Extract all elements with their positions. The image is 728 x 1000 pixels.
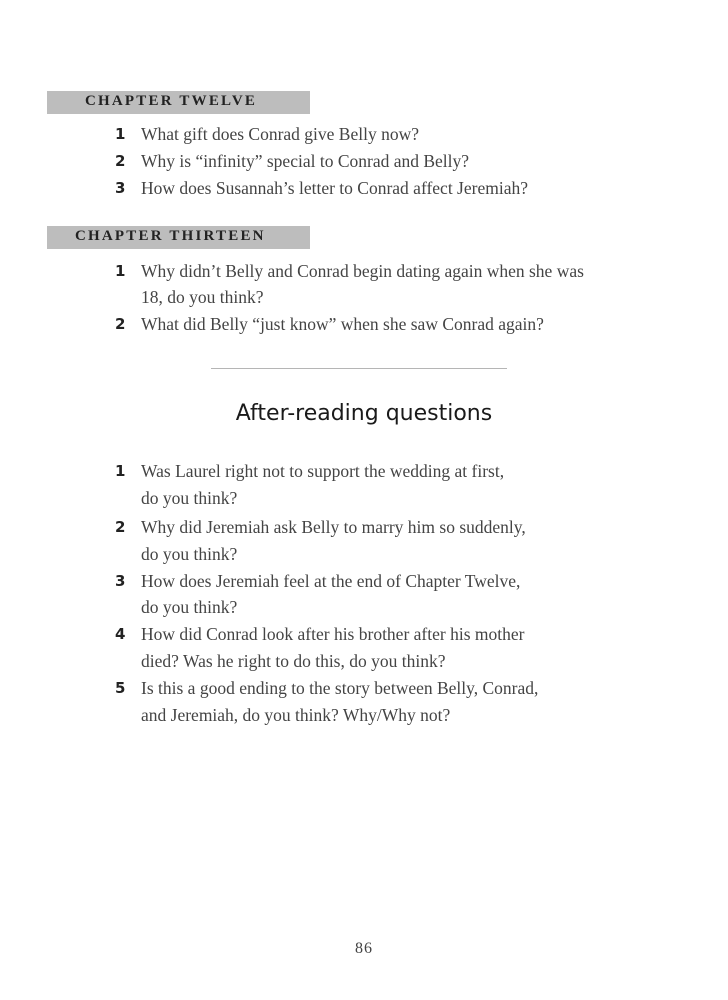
- question-text: Was Laurel right not to support the wedding at first,: [141, 461, 505, 481]
- question-text: What did Belly “just know” when she saw Conrad again?: [141, 314, 544, 334]
- question-number: 1: [115, 125, 126, 143]
- question-number: 3: [115, 179, 126, 197]
- question-text: do you think?: [141, 597, 238, 617]
- question-continuation: [0, 594, 728, 621]
- question-number: 2: [115, 315, 126, 333]
- question-text: Why didn’t Belly and Conrad begin dating again when she was: [141, 261, 584, 281]
- question-continuation: [0, 284, 728, 311]
- question-text: Is this a good ending to the story between Belly, Conrad,: [141, 678, 539, 698]
- question-item: [0, 458, 728, 485]
- question-text: do you think?: [141, 544, 238, 564]
- page-number: 86: [355, 940, 373, 957]
- chapter-title: CHAPTER THIRTEEN: [75, 228, 266, 244]
- section-heading: After-reading questions: [235, 401, 493, 426]
- question-text: How did Conrad look after his brother after his mother: [141, 624, 525, 644]
- question-item: [0, 514, 728, 541]
- chapter-title: CHAPTER TWELVE: [85, 93, 258, 109]
- question-item: [0, 175, 728, 202]
- question-text: died? Was he right to do this, do you think?: [141, 651, 446, 671]
- question-text: Why is “infinity” special to Conrad and Belly?: [141, 151, 470, 171]
- question-continuation: [0, 485, 728, 512]
- question-continuation: [0, 702, 728, 729]
- question-number: 4: [115, 625, 126, 643]
- question-text: How does Jeremiah feel at the end of Chapter Twelve,: [141, 571, 521, 591]
- chapter-twelve-header: [47, 91, 310, 114]
- question-text: 18, do you think?: [141, 287, 264, 307]
- question-continuation: [0, 541, 728, 568]
- chapter-thirteen-header: [47, 226, 310, 249]
- section-divider: [211, 368, 507, 369]
- question-text: and Jeremiah, do you think? Why/Why not?: [141, 705, 451, 725]
- question-text: How does Susannah’s letter to Conrad affect Jeremiah?: [141, 178, 528, 198]
- question-text: Why did Jeremiah ask Belly to marry him so suddenly,: [141, 517, 526, 537]
- question-item: [0, 121, 728, 148]
- question-number: 5: [115, 679, 126, 697]
- question-item: [0, 258, 728, 285]
- question-number: 1: [115, 262, 126, 280]
- question-item: [0, 311, 728, 338]
- question-text: What gift does Conrad give Belly now?: [141, 124, 419, 144]
- question-item: [0, 148, 728, 175]
- question-text: do you think?: [141, 488, 238, 508]
- question-number: 3: [115, 572, 126, 590]
- question-continuation: [0, 648, 728, 675]
- question-number: 1: [115, 462, 126, 480]
- question-number: 2: [115, 518, 126, 536]
- question-item: [0, 568, 728, 595]
- question-number: 2: [115, 152, 126, 170]
- question-item: [0, 675, 728, 702]
- question-item: [0, 621, 728, 648]
